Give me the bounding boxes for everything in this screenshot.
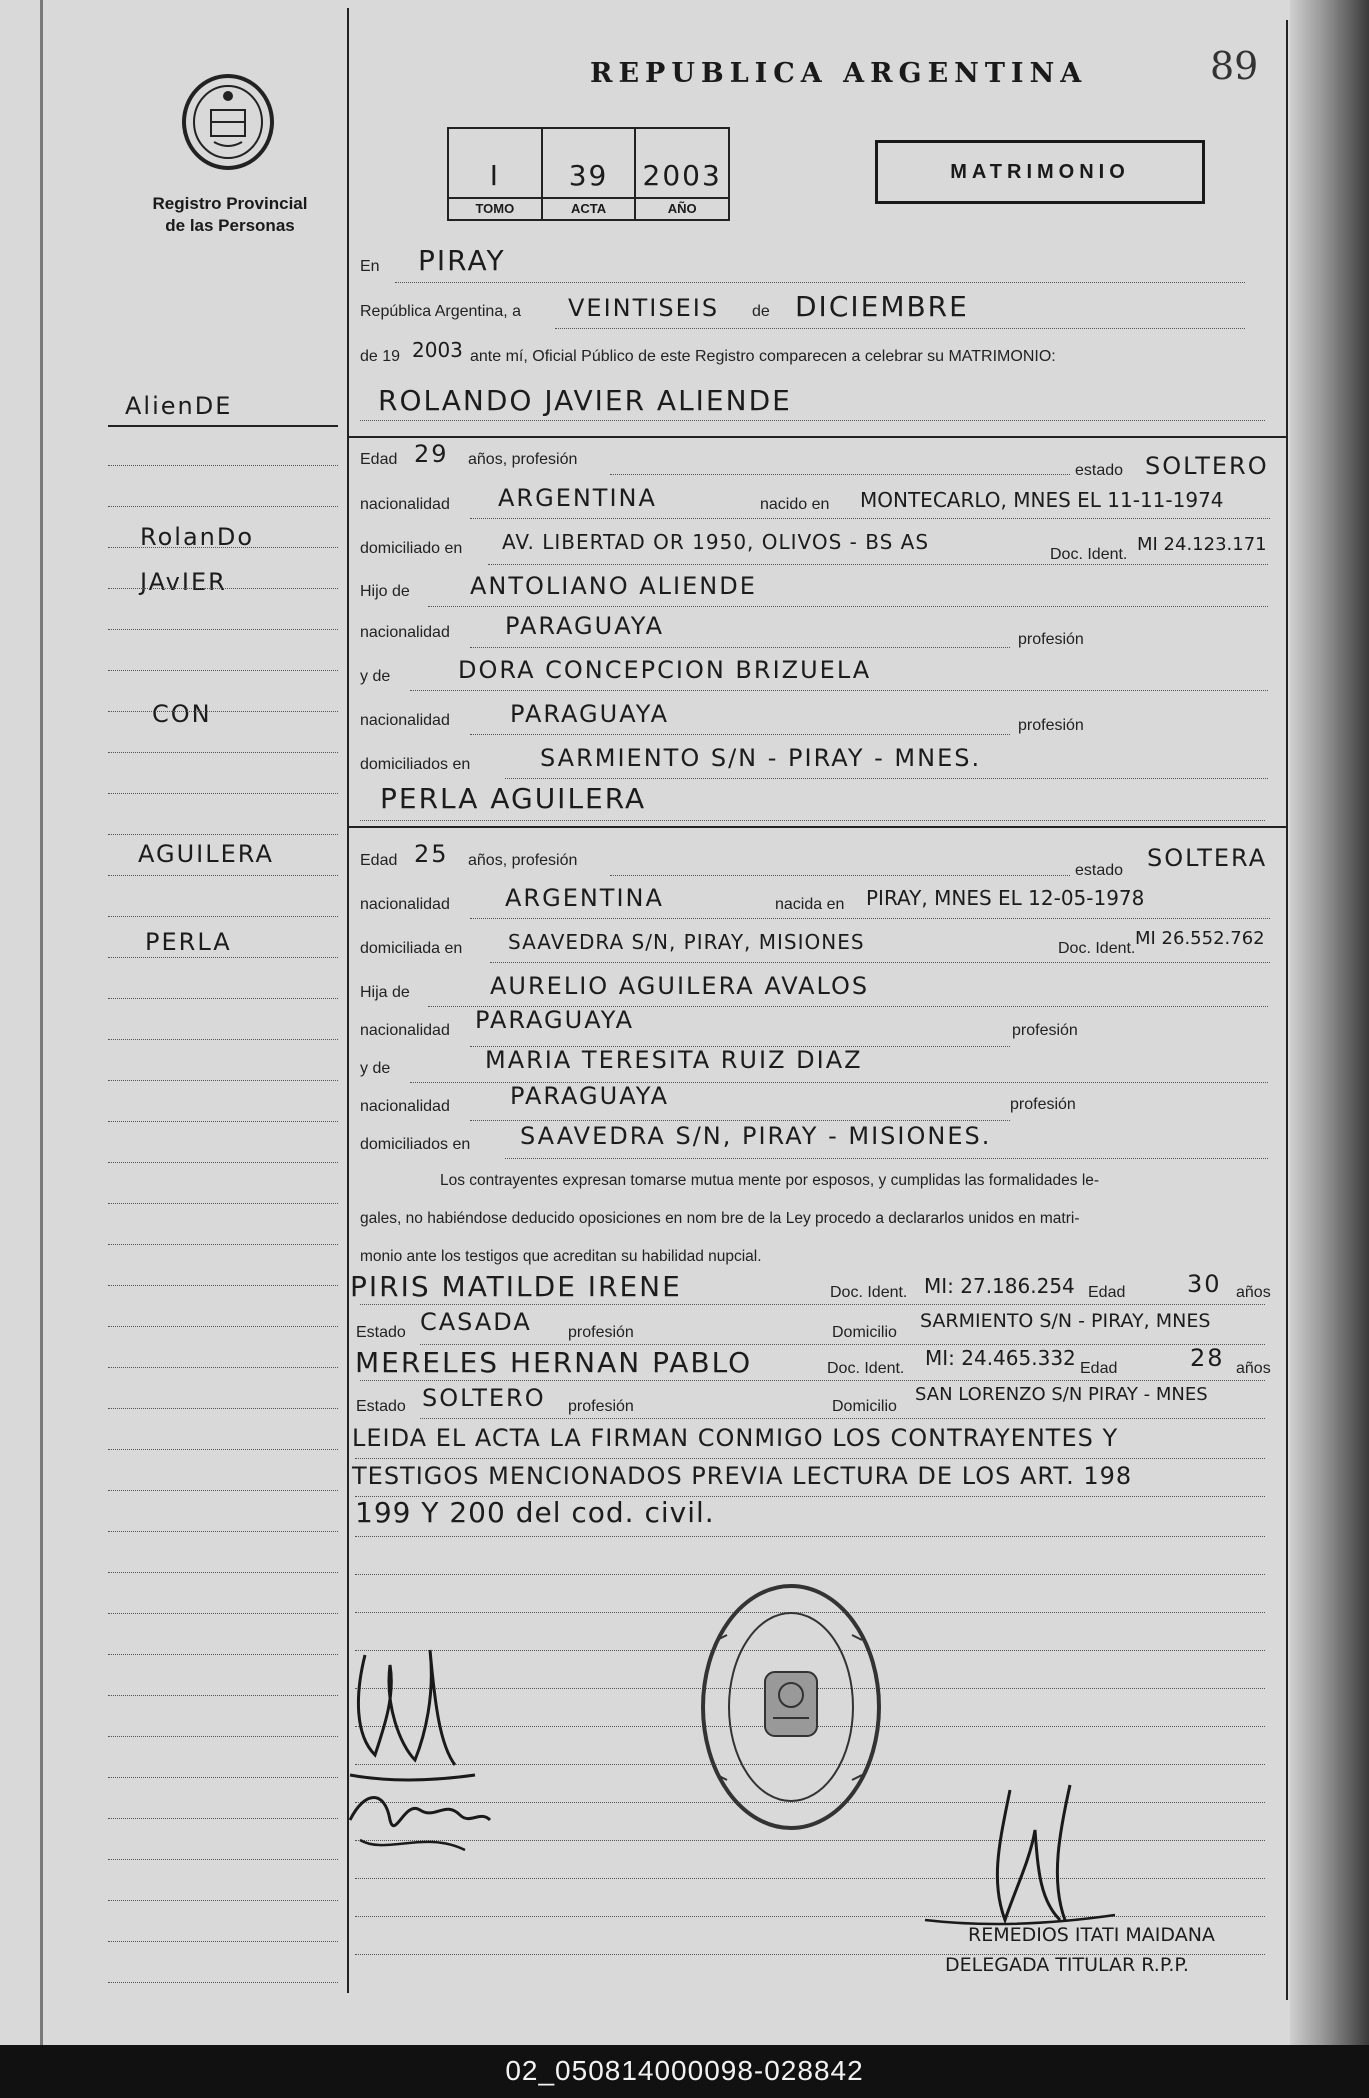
bride-nac-line	[470, 918, 1270, 919]
en-label: En	[360, 258, 380, 275]
groom-estado: SOLTERO	[1145, 452, 1269, 480]
witness2-doc-label: Doc. Ident.	[827, 1360, 905, 1377]
bride-edad-label: Edad	[360, 852, 398, 869]
margin-rule	[108, 1039, 338, 1040]
margin-rule	[108, 506, 338, 507]
witness1-domicilio: SARMIENTO S/N - PIRAY, MNES	[920, 1310, 1211, 1332]
bride-hija-label: Hija de	[360, 984, 410, 1001]
bride-doc-label: Doc. Ident.	[1058, 940, 1136, 957]
bride-mother-prof-label: profesión	[1010, 1096, 1076, 1113]
bride-nacionalidad: ARGENTINA	[505, 884, 664, 912]
day-value: VEINTISEIS	[568, 294, 720, 322]
margin-rule	[108, 670, 338, 671]
margin-rule	[108, 711, 338, 712]
witness1-profesion-label: profesión	[568, 1324, 634, 1341]
groom-father-prof-label: profesión	[1018, 631, 1084, 648]
margin-rule	[108, 1326, 338, 1327]
groom-dom-line	[488, 564, 1268, 565]
anio-label: AÑO	[636, 197, 728, 219]
witness1-edad-label: Edad	[1088, 1284, 1126, 1301]
groom-nacionalidad: ARGENTINA	[498, 484, 657, 512]
groom-doc-label: Doc. Ident.	[1050, 546, 1128, 563]
registry-table	[447, 127, 730, 221]
margin-rule	[108, 752, 338, 753]
groom-father: ANTOLIANO ALIENDE	[470, 572, 757, 600]
margin-rule	[108, 1285, 338, 1286]
margin-rule	[108, 1613, 338, 1614]
intro-text: ante mí, Oficial Público de este Registro comparecen a celebrar su MATRIMONIO:	[470, 348, 1056, 365]
bride-estado-label: estado	[1075, 862, 1124, 879]
month-value: DICIEMBRE	[795, 290, 969, 323]
margin-rule	[108, 1449, 338, 1450]
witness2-estado-line	[420, 1418, 1265, 1419]
margin-rule	[108, 629, 338, 630]
bride-mother-nac-label: nacionalidad	[360, 1098, 450, 1115]
margin-rule	[108, 957, 338, 958]
witness1-doc: MI: 27.186.254	[924, 1274, 1075, 1298]
margin-rule	[108, 916, 338, 917]
groom-nacido: MONTECARLO, MNES EL 11-11-1974	[860, 488, 1224, 512]
groom-parents-dom: SARMIENTO S/N - PIRAY - MNES.	[540, 744, 982, 772]
groom-hijo-label: Hijo de	[360, 583, 410, 600]
place-line	[395, 282, 1245, 283]
margin-rule	[108, 1941, 338, 1942]
acta-label: ACTA	[543, 197, 635, 219]
margin-rule	[108, 1162, 338, 1163]
bride-father: AURELIO AGUILERA AVALOS	[490, 972, 870, 1000]
groom-mother-nac-line	[470, 734, 1010, 735]
witness2-edad: 28	[1190, 1344, 1225, 1372]
registry-name	[120, 193, 340, 237]
witness1-anos-label: años	[1236, 1284, 1271, 1301]
bride-domicilio: SAAVEDRA S/N, PIRAY, MISIONES	[508, 930, 865, 954]
closing-line1-rule	[355, 1458, 1265, 1459]
witness1-doc-label: Doc. Ident.	[830, 1284, 908, 1301]
bride-name-line	[360, 820, 1265, 821]
groom-y-de-label: y de	[360, 668, 391, 685]
de-label: de	[752, 303, 770, 320]
registry-name-line2: de las Personas	[165, 216, 295, 235]
margin-rule	[108, 1203, 338, 1204]
section-divider-2	[347, 826, 1287, 828]
margin-rule	[108, 1818, 338, 1819]
margin-rule	[108, 1777, 338, 1778]
groom-domicilio-label: domiciliado en	[360, 540, 463, 557]
year-prefix: de 19	[360, 348, 401, 365]
witness1-name: PIRIS MATILDE IRENE	[350, 1270, 682, 1303]
groom-estado-label: estado	[1075, 462, 1124, 479]
tomo-label: TOMO	[449, 197, 541, 219]
tomo-cell	[449, 129, 543, 219]
groom-nac-line	[470, 518, 1270, 519]
bride-mother-nac: PARAGUAYA	[510, 1082, 669, 1110]
bride-father-nac-label: nacionalidad	[360, 1022, 450, 1039]
margin-rule	[108, 588, 338, 589]
bride-father-nac: PARAGUAYA	[475, 1006, 634, 1034]
margin-note-surname2: AGUILERA	[138, 840, 274, 868]
witness2-edad-label: Edad	[1080, 1360, 1118, 1377]
margin-rule	[108, 1982, 338, 1983]
place-value: PIRAY	[418, 244, 506, 277]
margin-note-con: CON	[152, 700, 212, 728]
groom-father-nac: PARAGUAYA	[505, 612, 664, 640]
bride-y-de-label: y de	[360, 1060, 391, 1077]
body-rule	[355, 1574, 1265, 1575]
body-rule	[355, 1878, 1265, 1879]
witness2-anos-label: años	[1236, 1360, 1271, 1377]
document-type-box: MATRIMONIO	[875, 140, 1205, 204]
groom-name-line	[360, 420, 1265, 421]
margin-rule	[108, 465, 338, 466]
groom-edad-label: Edad	[360, 451, 398, 468]
bride-nacida-label: nacida en	[775, 896, 845, 913]
margin-rule	[108, 1572, 338, 1573]
declaration-line1: Los contrayentes expresan tomarse mutua mente por esposos, y cumplidas las formalidades le-	[440, 1172, 1100, 1189]
witness1-name-line	[360, 1304, 1265, 1305]
official-name: REMEDIOS ITATI MAIDANA	[968, 1924, 1215, 1946]
anio-value: 2003	[642, 159, 722, 192]
closing-line1: LEIDA EL ACTA LA FIRMAN CONMIGO LOS CONTRAYENTES Y	[352, 1424, 1119, 1452]
year-value: 2003	[412, 338, 463, 362]
official-seal-icon	[697, 1580, 885, 1835]
margin-rule	[108, 1080, 338, 1081]
witness1-edad: 30	[1187, 1270, 1222, 1298]
groom-mother-nac-label: nacionalidad	[360, 712, 450, 729]
margin-rule	[108, 1121, 338, 1122]
margin-rule	[108, 1531, 338, 1532]
margin-note-name3: PERLA	[145, 928, 232, 956]
body-rule	[355, 1536, 1265, 1537]
groom-mother-prof-label: profesión	[1018, 717, 1084, 734]
bride-edad-line	[610, 875, 1070, 876]
date-line	[555, 328, 1245, 329]
bride-parents-dom-label: domiciliados en	[360, 1136, 471, 1153]
page-number: 89	[1210, 44, 1259, 88]
signature-bride-icon	[345, 1780, 495, 1870]
margin-rule	[108, 1244, 338, 1245]
footer-strip	[0, 2045, 1369, 2098]
groom-age: 29	[414, 440, 449, 468]
margin-note-surname: AlienDE	[125, 392, 233, 420]
margin-rule	[108, 875, 338, 876]
witness1-domicilio-label: Domicilio	[832, 1324, 897, 1341]
bride-nacionalidad-label: nacionalidad	[360, 896, 450, 913]
groom-parents-dom-line	[505, 778, 1268, 779]
bride-nacida: PIRAY, MNES EL 12-05-1978	[866, 886, 1145, 910]
groom-name: ROLANDO JAVIER ALIENDE	[378, 384, 792, 417]
witness2-estado: SOLTERO	[422, 1384, 546, 1412]
margin-rule	[108, 1367, 338, 1368]
witness2-domicilio-label: Domicilio	[832, 1398, 897, 1415]
right-border	[1286, 20, 1288, 2000]
groom-parents-dom-label: domiciliados en	[360, 756, 471, 773]
witness1-estado-label: Estado	[356, 1324, 406, 1341]
witness2-doc: MI: 24.465.332	[925, 1346, 1076, 1370]
bride-mother: MARIA TERESITA RUIZ DIAZ	[485, 1046, 863, 1074]
groom-father-nac-label: nacionalidad	[360, 624, 450, 641]
witness2-name: MERELES HERNAN PABLO	[355, 1346, 753, 1379]
tomo-value: I	[489, 159, 500, 192]
bride-estado: SOLTERA	[1147, 844, 1268, 872]
bride-parents-dom-line	[505, 1158, 1268, 1159]
bride-domicilio-label: domiciliada en	[360, 940, 463, 957]
groom-anos-profesion-label: años, profesión	[468, 451, 578, 468]
provincial-emblem-icon	[178, 72, 278, 172]
witness1-estado: CASADA	[420, 1308, 532, 1336]
bride-doc: MI 26.552.762	[1135, 928, 1265, 949]
groom-father-line	[428, 606, 1268, 607]
groom-nacionalidad-label: nacionalidad	[360, 496, 450, 513]
left-margin-border	[40, 0, 43, 2045]
margin-rule	[108, 1408, 338, 1409]
anio-cell	[636, 129, 728, 219]
signature-groom-icon	[345, 1635, 480, 1795]
bride-name: PERLA AGUILERA	[380, 782, 647, 815]
witness2-estado-label: Estado	[356, 1398, 406, 1415]
bride-dom-line	[490, 962, 1270, 963]
margin-rule	[108, 547, 338, 548]
margin-rule	[108, 1900, 338, 1901]
bride-anos-profesion-label: años, profesión	[468, 852, 578, 869]
bride-parents-dom: SAAVEDRA S/N, PIRAY - MISIONES.	[520, 1122, 992, 1150]
groom-father-nac-line	[470, 647, 1010, 648]
declaration-line3: monio ante los testigos que acreditan su habilidad nupcial.	[360, 1248, 762, 1265]
registry-name-line1: Registro Provincial	[152, 194, 308, 213]
republica-label: República Argentina, a	[360, 303, 521, 320]
acta-cell	[543, 129, 637, 219]
closing-line3: 199 Y 200 del cod. civil.	[355, 1496, 715, 1529]
page-title: REPUBLICA ARGENTINA	[590, 58, 1088, 89]
bride-age: 25	[414, 840, 449, 868]
witness1-estado-line	[420, 1344, 1265, 1345]
margin-rule	[108, 1490, 338, 1491]
witness2-profesion-label: profesión	[568, 1398, 634, 1415]
signature-official-icon	[920, 1780, 1120, 1940]
margin-rule	[108, 1736, 338, 1737]
bride-mother-nac-line	[470, 1120, 1010, 1121]
witness2-name-line	[360, 1380, 1265, 1381]
groom-edad-line	[610, 474, 1070, 475]
groom-mother-line	[410, 690, 1268, 691]
margin-rule	[108, 1859, 338, 1860]
groom-domicilio: AV. LIBERTAD OR 1950, OLIVOS - BS AS	[502, 530, 930, 554]
margin-rule	[108, 1654, 338, 1655]
declaration-line2: gales, no habiéndose deducido oposiciones en nom bre de la Ley procedo a declararlos unidos en matri-	[360, 1210, 1080, 1227]
closing-line2: TESTIGOS MENCIONADOS PREVIA LECTURA DE LOS ART. 198	[352, 1462, 1133, 1490]
margin-rule	[108, 834, 338, 835]
official-title: DELEGADA TITULAR R.P.P.	[945, 1954, 1189, 1976]
section-divider-1	[347, 436, 1287, 438]
groom-mother: DORA CONCEPCION BRIZUELA	[458, 656, 872, 684]
groom-doc: MI 24.123.171	[1137, 534, 1267, 555]
margin-underline	[108, 425, 338, 427]
body-rule	[355, 1916, 1265, 1917]
margin-rule	[108, 793, 338, 794]
margin-rule	[108, 1695, 338, 1696]
groom-nacido-label: nacido en	[760, 496, 830, 513]
margin-note-name1: RolanDo	[140, 523, 255, 551]
groom-mother-nac: PARAGUAYA	[510, 700, 669, 728]
margin-rule	[108, 998, 338, 999]
witness2-domicilio: SAN LORENZO S/N PIRAY - MNES	[915, 1384, 1208, 1405]
margin-note-name2: JAvIER	[140, 568, 227, 596]
bride-father-prof-label: profesión	[1012, 1022, 1078, 1039]
footer-code: 02_050814000098-028842	[505, 2055, 864, 2086]
acta-value: 39	[568, 159, 609, 192]
page-edge	[1290, 0, 1369, 2045]
